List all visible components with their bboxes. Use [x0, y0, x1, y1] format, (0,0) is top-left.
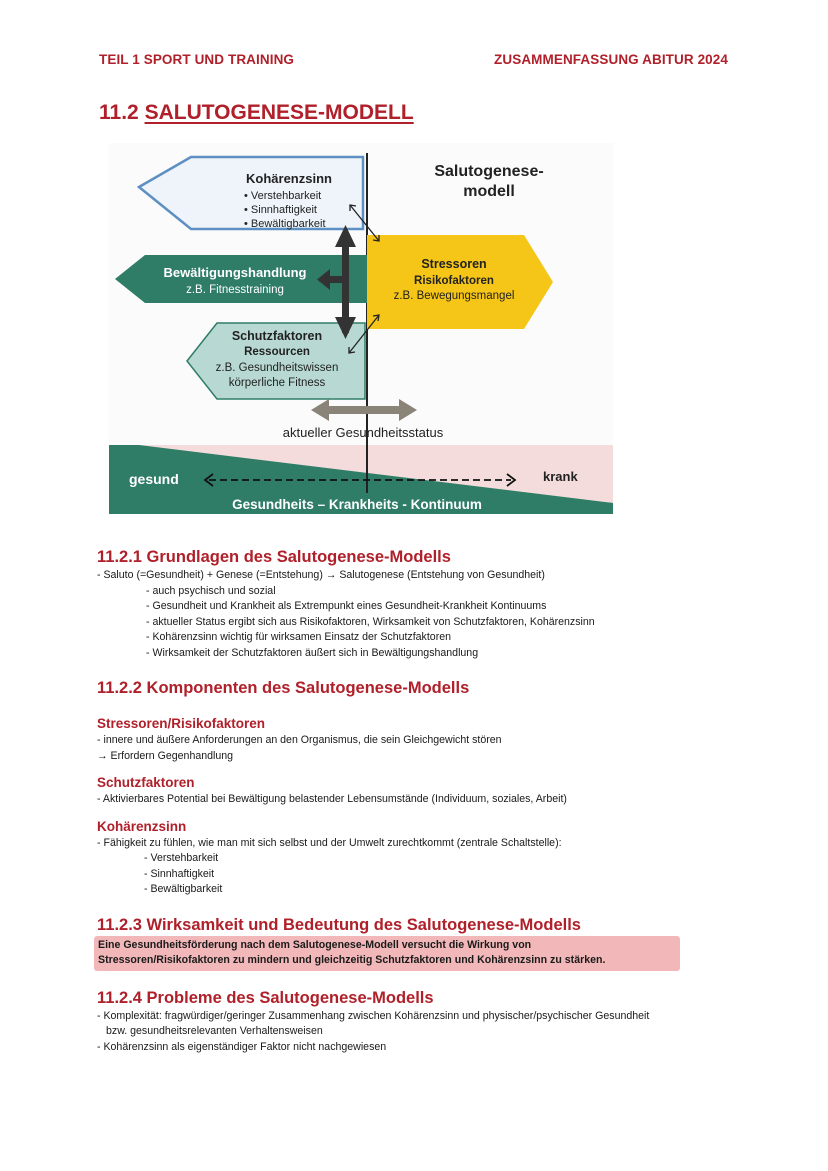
- section-1-item: - Gesundheit und Krankheit als Extrempunkt eines Gesundheit-Krankheit Kontinuums: [146, 600, 547, 612]
- salutogenesis-diagram: [109, 143, 613, 514]
- coherence-heading: Kohärenzsinn: [97, 818, 187, 834]
- stressors-text-2: → Erfordern Gegenhandlung: [97, 749, 234, 762]
- section-1-item: - aktueller Status ergibt sich aus Risikofaktoren, Wirksamkeit von Schutzfaktoren, Kohärenzsinn: [146, 615, 595, 628]
- section-2-heading: 11.2.2 Komponenten des Salutogenese-Modells: [97, 679, 470, 697]
- section-1-heading: 11.2.1 Grundlagen des Salutogenese-Modells: [97, 548, 451, 566]
- stressors-line2: Risikofaktoren: [414, 275, 494, 287]
- stressors-heading: Stressoren/Risikofaktoren: [97, 716, 266, 731]
- coping-title: Bewältigungshandlung: [163, 265, 307, 280]
- protective-line1: Schutzfaktoren: [231, 329, 323, 343]
- problem-1: - Komplexität: fragwürdiger/geringer Zusammenhang zwischen Kohärenzsinn und physischer/psychischer Gesundheit: [97, 1009, 650, 1022]
- continuum-label: Gesundheits – Krankheits - Kontinuum: [232, 497, 482, 512]
- coherence-item-3: • Bewältigbarkeit: [244, 218, 326, 230]
- protective-line2: Ressourcen: [244, 346, 310, 358]
- coherence-item-2: • Sinnhaftigkeit: [244, 204, 317, 216]
- coping-example: z.B. Fitnesstraining: [186, 284, 284, 296]
- coherence-item: - Bewältigbarkeit: [144, 883, 223, 895]
- stressors-text-1: - innere und äußere Anforderungen an den Organismus, die sein Gleichgewicht stören: [97, 734, 502, 746]
- problem-2: - Kohärenzsinn als eigenständiger Faktor nicht nachgewiesen: [97, 1040, 387, 1053]
- coherence-title: Kohärenzsinn: [246, 171, 332, 186]
- title-text: SALUTOGENESE-MODELL: [144, 101, 414, 124]
- content: [97, 546, 737, 1055]
- section-4-heading: 11.2.4 Probleme des Salutogenese-Modells: [97, 988, 434, 1007]
- header-right: ZUSAMMENFASSUNG ABITUR 2024: [494, 52, 728, 67]
- section-1-item: - Wirksamkeit der Schutzfaktoren äußert sich in Bewältigungshandlung: [146, 646, 479, 659]
- highlight-box: [94, 936, 680, 971]
- section-1-lead: - Saluto (=Gesundheit) + Genese (=Entstehung) → Salutogenese (Entstehung von Gesundheit): [97, 569, 545, 581]
- problem-1-cont: bzw. gesundheitsrelevanten Verhaltensweisen: [106, 1025, 323, 1037]
- section-3-heading: 11.2.3 Wirksamkeit und Bedeutung des Salutogenese-Modells: [97, 915, 581, 934]
- header-left: TEIL 1 SPORT UND TRAINING: [99, 52, 295, 67]
- protective-line4: körperliche Fitness: [228, 377, 326, 389]
- section-1-item: - Kohärenzsinn wichtig für wirksamen Einsatz der Schutzfaktoren: [146, 631, 451, 643]
- stressors-example: z.B. Bewegungsmangel: [393, 290, 515, 302]
- sick-label: krank: [543, 469, 578, 484]
- healthy-label: gesund: [129, 471, 179, 487]
- diagram-title-line1: Salutogenese-: [434, 163, 544, 180]
- status-label: aktueller Gesundheitsstatus: [282, 425, 444, 440]
- coherence-text-1: - Fähigkeit zu fühlen, wie man mit sich selbst und der Umwelt zurechtkommt (zentrale Schaltstelle):: [97, 836, 562, 849]
- title-number: 11.2: [99, 101, 145, 124]
- highlight-line-2: Stressoren/Risikofaktoren zu mindern und gleichzeitig Schutzfaktoren und Kohärenzsinn zu stärken.: [98, 953, 606, 966]
- coherence-item: - Sinnhaftigkeit: [144, 867, 215, 880]
- diagram-title-line2: modell: [463, 183, 515, 200]
- coherence-item-1: • Verstehbarkeit: [244, 190, 322, 202]
- stressors-line1: Stressoren: [421, 257, 487, 271]
- coherence-item: - Verstehbarkeit: [144, 852, 219, 864]
- page-title: [99, 101, 414, 125]
- protective-text-1: - Aktivierbares Potential bei Bewältigung belastender Lebensumstände (Individuum, soziales, Arbeit): [97, 793, 567, 805]
- protective-line3: z.B. Gesundheitswissen: [215, 362, 339, 374]
- section-1-item: - auch psychisch und sozial: [146, 584, 276, 597]
- highlight-line-1: Eine Gesundheitsförderung nach dem Salutogenese-Modell versucht die Wirkung von: [98, 938, 532, 951]
- protective-heading: Schutzfaktoren: [97, 775, 195, 790]
